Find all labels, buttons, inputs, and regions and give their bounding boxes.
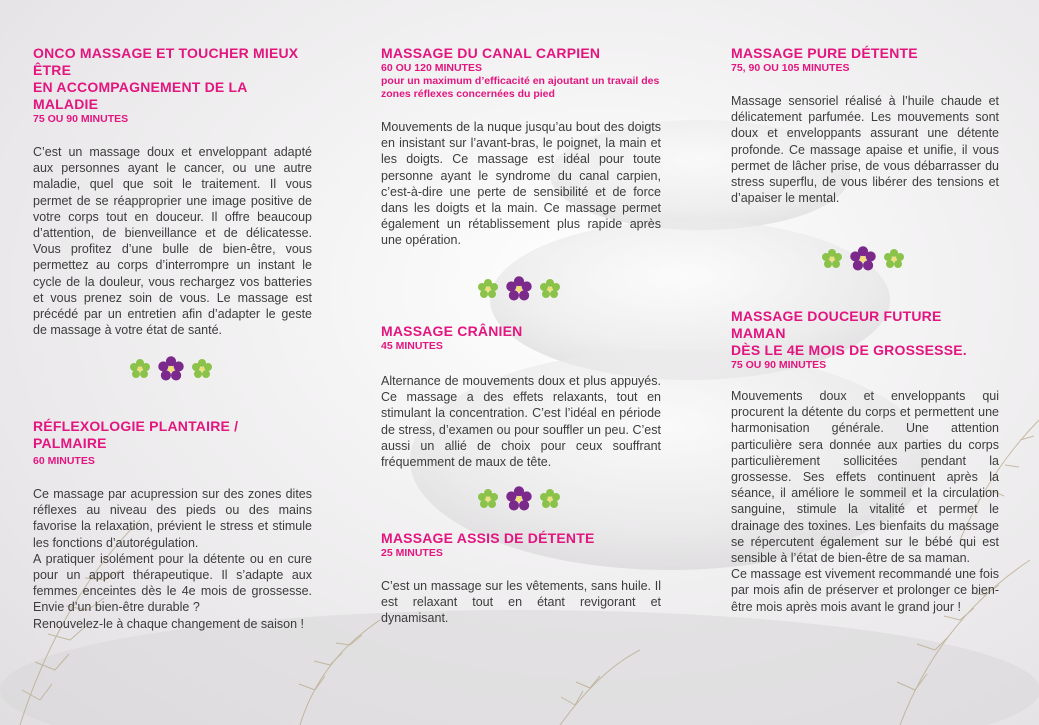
maman-body: Mouvements doux et enveloppants qui procurent la détente du corps et permettent une harmonisation générale. Une attention particulière sera donnée aux parties du corps particulièrement sollicitées pendant la grossesse. Ses effets continuent après la séance, il améliore le sommeil et la circulation sanguine, stimule la vitalité et permet le drainage des toxines. Les bienfaits du massage se répercutent également sur le bébé qui est sensible à l’état de bien-être de sa maman.	[731, 389, 999, 566]
flower-divider-right	[821, 245, 905, 273]
reflexo-body2: A pratiquer isolément pour la détente ou en cure pour un apport thérapeutique. Il s’adapte aux femmes enceintes dès le 4e mois de grossesse. Envie d’un bien-être durable ?	[33, 551, 312, 615]
onco-body: C’est un massage doux et enveloppant adapté aux personnes ayant le cancer, ou une autre maladie, quel que soit le traitement. Il vous permet de se réapproprier une image positive de votre corps tout en douceur. Il offre beaucoup d’attention, de bienveillance et de délicatesse. Vous profitez d’une bulle de bien-être, vous permettez au corps d’interrompre un instant le cycle de la douleur, vous rechargez vos batteries et vous prenez soin de vous. Le massage est précédé par un entretien afin d’adapter le geste de massage à votre état de santé.	[33, 145, 312, 338]
flower-divider-middle-1	[477, 275, 561, 303]
pure-duration: 75, 90 OU 105 MINUTES	[731, 62, 850, 74]
onco-massage-section	[33, 45, 312, 338]
assis-title: MASSAGE ASSIS DE DÉTENTE	[381, 530, 595, 546]
reflexo-body3: Renouvelez-le à chaque changement de saison !	[33, 616, 305, 631]
purple-flower-icon	[505, 485, 533, 513]
cranien-title: MASSAGE CRÂNIEN	[381, 323, 523, 339]
massage-cranien-section	[381, 323, 661, 470]
right-column	[731, 0, 999, 725]
onco-title-line2: EN ACCOMPAGNEMENT DE LA MALADIE	[33, 79, 248, 112]
assis-body: C’est un massage sur les vêtements, sans huile. Il est relaxant tout en étant revigorant et dynamisant.	[381, 579, 661, 626]
canal-carpien-section	[381, 45, 661, 249]
reflexo-body: Ce massage par acupression sur des zones dites réflexes au niveau des pieds ou des mains favorise la relaxation, prévient le stress et stimule les fonctions d’autorégulation.	[33, 487, 312, 550]
carpien-body: Mouvements de la nuque jusqu’au bout des doigts en insistant sur l’avant-bras, le poignet, la main et les doigts. Ce massage est idéal pour toute personne ayant le syndrome du canal carpien, c’est-à-dire une perte de sensibilité et de force dans les doigts et la main. Ce massage permet également un rétablissement plus rapide après une opération.	[381, 120, 661, 248]
pure-body: Massage sensoriel réalisé à l’huile chaude et délicatement parfumée. Les mouvements sont doux et enveloppants assurant une détente profonde. Ce massage apaise et unifie, il vous permet de lâcher prise, de vous débarrasser du stress superflu, de vous libérer des tensions et d’apaiser le mental.	[731, 94, 999, 206]
purple-flower-icon	[157, 355, 185, 383]
massage-assis-section	[381, 530, 661, 627]
cranien-body: Alternance de mouvements doux et plus appuyés. Ce massage a des effets relaxants, tout en stimulant la concentration. C’est l’idéal en période de stress, d’examen ou pour souffler un peu. C’est aussi un allié de choix pour ceux souffrant fréquemment de maux de tête.	[381, 374, 661, 470]
carpien-note: pour un maximum d’efficacité en ajoutant un travail des zones réflexes concernées du pied	[381, 75, 660, 100]
maman-duration: 75 OU 90 MINUTES	[731, 359, 827, 371]
onco-title-line1: ONCO MASSAGE ET TOUCHER MIEUX ÊTRE	[33, 45, 299, 78]
green-flower-icon	[539, 278, 561, 300]
reflexo-duration: 60 MINUTES	[33, 455, 95, 467]
maman-body2: Ce massage est vivement recommandé une fois par mois afin de préserver et prolonger ce bien-être mois après mois avant le grand jour !	[731, 567, 999, 614]
carpien-title: MASSAGE DU CANAL CARPIEN	[381, 45, 601, 61]
pure-detente-section	[731, 45, 999, 206]
reflexo-title: RÉFLEXOLOGIE PLANTAIRE / PALMAIRE	[33, 418, 239, 451]
green-flower-icon	[539, 488, 561, 510]
flower-divider-middle-2	[477, 485, 561, 513]
green-flower-icon	[477, 488, 499, 510]
assis-duration: 25 MINUTES	[381, 547, 443, 559]
purple-flower-icon	[505, 275, 533, 303]
green-flower-icon	[883, 248, 905, 270]
middle-column	[381, 0, 661, 725]
carpien-duration: 60 OU 120 MINUTES	[381, 62, 482, 74]
green-flower-icon	[191, 358, 213, 380]
pure-title: MASSAGE PURE DÉTENTE	[731, 45, 918, 61]
green-flower-icon	[129, 358, 151, 380]
flower-divider-left	[129, 355, 213, 383]
purple-flower-icon	[849, 245, 877, 273]
reflexologie-section	[33, 418, 312, 632]
maman-title-line1: MASSAGE DOUCEUR FUTURE MAMAN	[731, 308, 942, 341]
maman-title-line2: DÈS LE 4E MOIS DE GROSSESSE.	[731, 342, 967, 358]
cranien-duration: 45 MINUTES	[381, 340, 443, 352]
green-flower-icon	[477, 278, 499, 300]
onco-duration: 75 OU 90 MINUTES	[33, 113, 129, 125]
future-maman-section	[731, 308, 999, 615]
green-flower-icon	[821, 248, 843, 270]
left-column	[33, 0, 312, 725]
